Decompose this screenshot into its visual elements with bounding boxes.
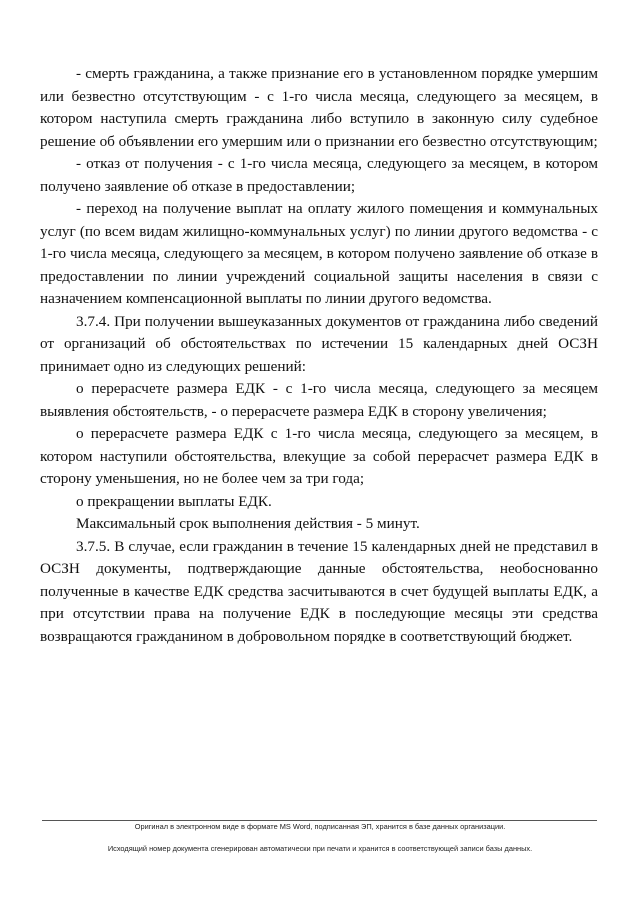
paragraph-3-7-4: 3.7.4. При получении вышеуказанных документов от гражданина либо сведений от организаций об обстоятельствах по истечении 15 календарных дней ОСЗН принимает одно из следующих решений: [40, 312, 598, 375]
paragraph-recalc-increase: о перерасчете размера ЕДК - с 1-го числа месяца, следующего за месяцем выявления обстоятельств, - о перерасчете размера ЕДК в сторону увеличения; [40, 380, 598, 420]
paragraph-death: - смерть гражданина, а также признание его в установленном порядке умершим или безвестно отсутствующим - с 1-го числа месяца, следующего за месяцем, в котором наступила смерть гражданина либо вступило в законную силу судебное решение об объявлении его умершим или о признании его безвестно отсутствующим; [40, 65, 598, 150]
paragraph-refusal: - отказ от получения - с 1-го числа месяца, следующего за месяцем, в котором получено заявление об отказе в предоставлении; [40, 155, 598, 195]
paragraph-3-7-5: 3.7.5. В случае, если гражданин в течение 15 календарных дней не представил в ОСЗН документы, подтверждающие данные обстоятельства, необоснованно полученные в качестве ЕДК средства засчитываются в счет будущей выплаты ЕДК, а при отсутствии права на получение ЕДК в последующие месяцы эти средства возвращаются гражданином в добровольном порядке в соответствующий бюджет. [40, 537, 598, 645]
paragraph-transfer: - переход на получение выплат на оплату жилого помещения и коммунальных услуг (по всем видам жилищно-коммунальных услуг) по линии другого ведомства - с 1-го числа месяца, следующего за месяцем, в котором получено заявление об отказе в предоставлении по линии учреждений социальной защиты населения в связи с назначением компенсационной выплаты по линии другого ведомства. [40, 200, 598, 307]
footer-note-number: Исходящий номер документа сгенерирован автоматически при печати и хранится в соответствующей записи базы данных. [107, 844, 533, 853]
paragraph-recalc-decrease: о перерасчете размера ЕДК с 1-го числа месяца, следующего за месяцем, в котором наступили обстоятельства, влекущие за собой перерасчет размера ЕДК в сторону уменьшения, но не более чем за три года; [40, 425, 598, 487]
footer-divider [42, 820, 597, 821]
paragraph-termination: о прекращении выплаты ЕДК. [76, 492, 272, 510]
document-body [40, 63, 598, 648]
paragraph-max-time: Максимальный срок выполнения действия - 5 минут. [76, 515, 420, 532]
footer-note-original: Оригинал в электронном виде в формате MS Word, подписанная ЭП, хранится в базе данных организации. [134, 822, 506, 831]
